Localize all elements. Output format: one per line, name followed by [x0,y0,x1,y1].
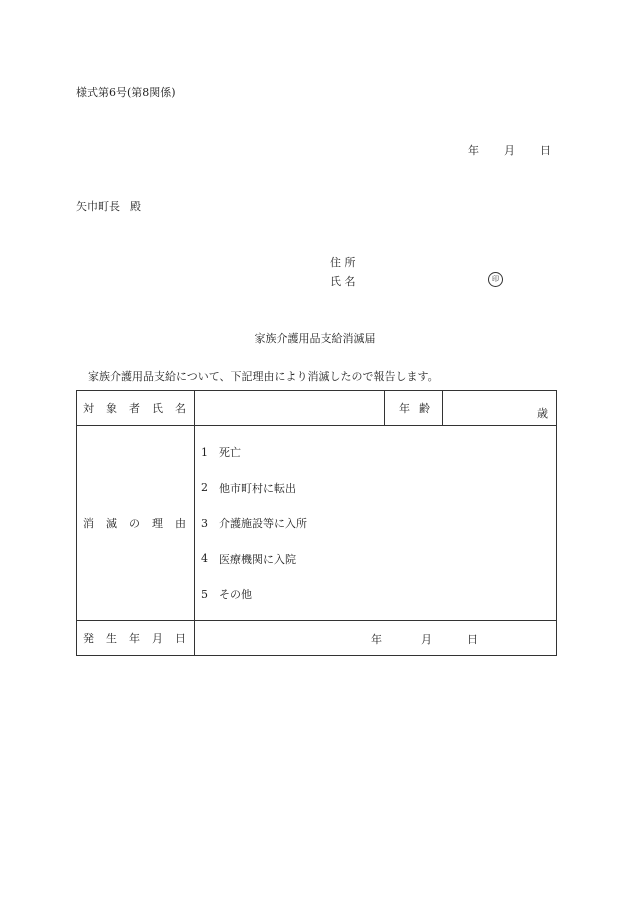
label-char: 月 [152,632,163,645]
occurrence-label-cell [77,621,195,656]
label-char: 由 [175,517,186,530]
date-month-label: 月 [504,144,515,157]
label-char: 者 [129,402,140,415]
reason-label-cell [77,426,195,621]
occurrence-day-label: 日 [467,633,478,646]
reason-label [77,515,194,531]
applicant-name-label: 氏 名 [330,275,356,288]
subject-name-field[interactable] [195,391,385,426]
occurrence-date [195,621,556,655]
label-char: 対 [83,402,94,415]
recipient [76,198,141,214]
occurrence-month-label: 月 [421,633,432,646]
intro-text: 家族介護用品支給について、下記理由により消滅したので報告します。 [88,370,439,383]
date-year-label: 年 [468,144,479,157]
label-char: 名 [175,402,186,415]
label-char: の [129,517,140,530]
reason-option[interactable]: 1 死亡 [201,445,241,459]
subject-name-label [77,400,194,416]
recipient-name: 矢巾町長 [76,200,120,213]
label-char: 生 [106,632,117,645]
reason-option[interactable]: 2 他市町村に転出 [201,481,296,495]
occurrence-year-label: 年 [371,633,382,646]
reason-row [77,426,557,621]
label-char: 理 [152,517,163,530]
reason-list [195,434,556,612]
age-field[interactable] [443,391,557,426]
notification-form-table [76,390,557,656]
occurrence-date-field[interactable] [195,621,557,656]
reason-option[interactable]: 5 その他 [201,587,252,601]
subject-name-label-cell [77,391,195,426]
reason-option[interactable]: 3 介護施設等に入所 [201,516,307,530]
label-char: 日 [175,632,186,645]
label-char: 消 [83,517,94,530]
label-char: 年 [129,632,140,645]
age-unit: 歳 [537,407,548,420]
recipient-honorific: 殿 [130,200,141,213]
applicant-address-label: 住 所 [330,256,356,269]
label-char: 発 [83,632,94,645]
label-char: 象 [106,402,117,415]
document-title: 家族介護用品支給消滅届 [254,332,376,345]
label-char: 年 [399,402,410,415]
occurrence-label [77,630,194,646]
occurrence-row [77,621,557,656]
age-label-cell [385,391,443,426]
seal-mark: 印 [488,272,503,287]
reason-option[interactable]: 4 医療機関に入院 [201,552,296,566]
date-day-label: 日 [540,144,551,157]
subject-row [77,391,557,426]
label-char: 齢 [419,402,430,415]
reason-options-cell [195,426,557,621]
form-number: 様式第6号(第8関係) [76,86,176,99]
age-label [385,400,442,416]
label-char: 滅 [106,517,117,530]
label-char: 氏 [152,402,163,415]
